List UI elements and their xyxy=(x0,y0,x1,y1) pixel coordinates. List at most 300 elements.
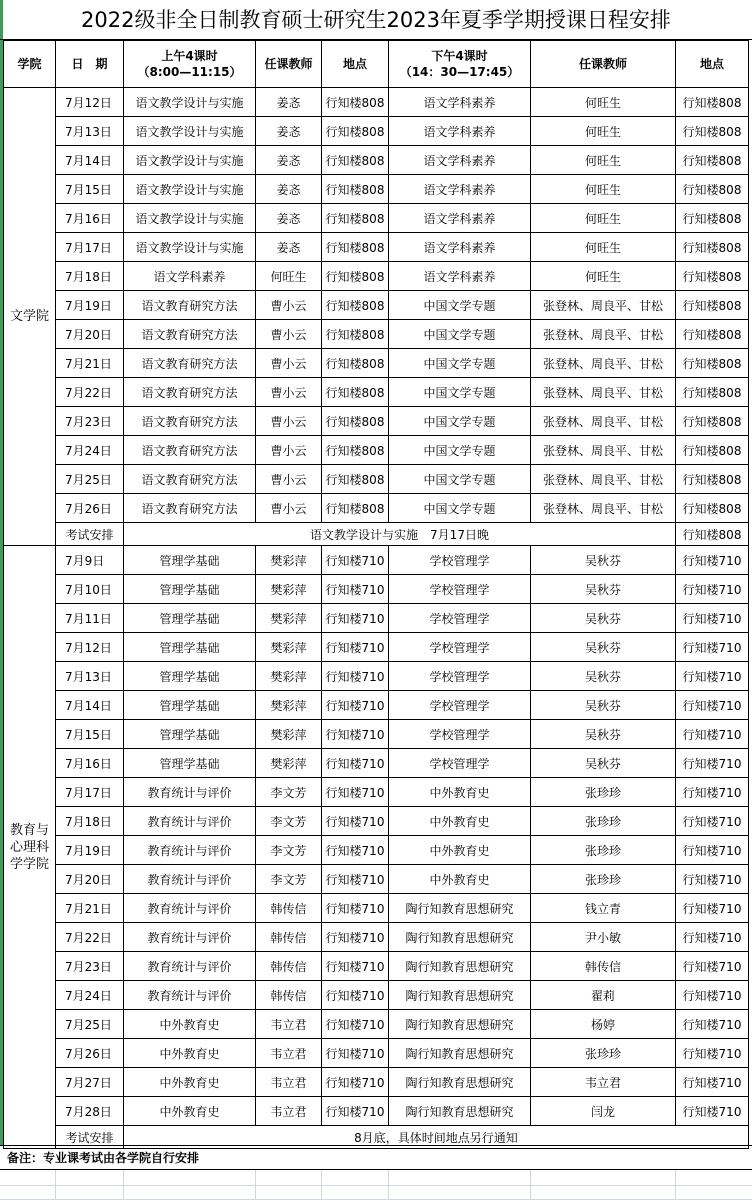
am-location-cell[interactable]: 行知楼710 xyxy=(322,546,389,575)
am-course-cell[interactable]: 管理学基础 xyxy=(124,662,256,691)
date-cell[interactable]: 7月21日 xyxy=(56,349,124,378)
header-am-course xyxy=(124,41,256,88)
table-row xyxy=(4,778,749,807)
pm-teacher-cell[interactable]: 张珍珍 xyxy=(531,865,676,894)
pm-teacher-cell[interactable]: 闫龙 xyxy=(531,1097,676,1126)
table-row xyxy=(4,320,749,349)
pm-location-cell[interactable]: 行知楼710 xyxy=(676,1039,749,1068)
am-location-cell[interactable]: 行知楼710 xyxy=(322,807,389,836)
table-row xyxy=(4,865,749,894)
am-teacher-cell[interactable]: 李文芳 xyxy=(256,865,322,894)
date-cell[interactable]: 7月23日 xyxy=(56,407,124,436)
table-row xyxy=(4,575,749,604)
pm-course-cell[interactable]: 学校管理学 xyxy=(389,633,531,662)
am-location-cell[interactable]: 行知楼808 xyxy=(322,88,389,117)
header-college: 学院 xyxy=(4,41,56,88)
date-cell[interactable]: 7月11日 xyxy=(56,604,124,633)
table-row xyxy=(4,807,749,836)
date-cell[interactable]: 7月13日 xyxy=(56,117,124,146)
pm-location-cell[interactable]: 行知楼710 xyxy=(676,749,749,778)
am-teacher-cell[interactable]: 曹小云 xyxy=(256,378,322,407)
pm-course-cell[interactable]: 语文学科素养 xyxy=(389,117,531,146)
am-course-cell[interactable]: 语文学科素养 xyxy=(124,262,256,291)
am-location-cell[interactable]: 行知楼808 xyxy=(322,175,389,204)
am-teacher-cell[interactable]: 韩传信 xyxy=(256,923,322,952)
date-cell[interactable]: 7月26日 xyxy=(56,494,124,523)
date-cell[interactable]: 7月12日 xyxy=(56,88,124,117)
table-row xyxy=(4,662,749,691)
am-course-cell[interactable]: 中外教育史 xyxy=(124,1039,256,1068)
grid-line xyxy=(123,1170,124,1200)
pm-teacher-cell[interactable]: 吴秋芬 xyxy=(531,691,676,720)
header-am-location: 地点 xyxy=(322,41,389,88)
pm-teacher-cell[interactable]: 杨婷 xyxy=(531,1010,676,1039)
pm-course-cell[interactable]: 陶行知教育思想研究 xyxy=(389,894,531,923)
am-location-cell[interactable]: 行知楼808 xyxy=(322,117,389,146)
pm-course-cell[interactable]: 学校管理学 xyxy=(389,720,531,749)
pm-course-cell[interactable]: 中外教育史 xyxy=(389,807,531,836)
am-location-cell[interactable]: 行知楼710 xyxy=(322,1039,389,1068)
pm-teacher-cell[interactable]: 吴秋芬 xyxy=(531,720,676,749)
am-teacher-cell[interactable]: 樊彩萍 xyxy=(256,691,322,720)
am-teacher-cell[interactable]: 樊彩萍 xyxy=(256,633,322,662)
pm-course-cell[interactable]: 陶行知教育思想研究 xyxy=(389,1010,531,1039)
am-teacher-cell[interactable]: 樊彩萍 xyxy=(256,604,322,633)
schedule-table xyxy=(3,40,749,1149)
date-cell[interactable]: 7月25日 xyxy=(56,465,124,494)
pm-location-cell[interactable]: 行知楼710 xyxy=(676,952,749,981)
pm-course-cell[interactable]: 陶行知教育思想研究 xyxy=(389,981,531,1010)
grid-line xyxy=(530,1170,531,1200)
am-course-cell[interactable]: 管理学基础 xyxy=(124,575,256,604)
pm-course-cell[interactable]: 学校管理学 xyxy=(389,575,531,604)
table-row xyxy=(4,952,749,981)
table-row xyxy=(4,378,749,407)
am-teacher-cell[interactable]: 樊彩萍 xyxy=(256,546,322,575)
date-cell[interactable]: 7月17日 xyxy=(56,233,124,262)
table-row xyxy=(4,436,749,465)
am-course-cell[interactable]: 语文教学设计与实施 xyxy=(124,233,256,262)
pm-teacher-cell[interactable]: 何旺生 xyxy=(531,233,676,262)
date-cell[interactable]: 7月12日 xyxy=(56,633,124,662)
pm-location-cell[interactable]: 行知楼808 xyxy=(676,204,749,233)
am-location-cell[interactable]: 行知楼710 xyxy=(322,894,389,923)
am-location-cell[interactable]: 行知楼710 xyxy=(322,1068,389,1097)
pm-location-cell[interactable]: 行知楼710 xyxy=(676,662,749,691)
am-teacher-cell[interactable]: 韦立君 xyxy=(256,1039,322,1068)
pm-location-cell[interactable]: 行知楼808 xyxy=(676,349,749,378)
pm-course-cell[interactable]: 陶行知教育思想研究 xyxy=(389,1097,531,1126)
date-cell[interactable]: 7月15日 xyxy=(56,720,124,749)
am-course-cell[interactable]: 教育统计与评价 xyxy=(124,836,256,865)
am-teacher-cell[interactable]: 何旺生 xyxy=(256,262,322,291)
am-teacher-cell[interactable]: 姜忞 xyxy=(256,117,322,146)
pm-teacher-cell[interactable]: 吴秋芬 xyxy=(531,633,676,662)
am-location-cell[interactable]: 行知楼710 xyxy=(322,575,389,604)
am-course-cell[interactable]: 语文教学设计与实施 xyxy=(124,146,256,175)
am-location-cell[interactable]: 行知楼808 xyxy=(322,291,389,320)
footer-note: 备注：专业课考试由各学院自行安排 xyxy=(0,1145,752,1170)
date-cell[interactable]: 7月28日 xyxy=(56,1097,124,1126)
date-cell[interactable]: 7月24日 xyxy=(56,981,124,1010)
pm-course-cell[interactable]: 中外教育史 xyxy=(389,836,531,865)
am-teacher-cell[interactable]: 曹小云 xyxy=(256,494,322,523)
pm-location-cell[interactable]: 行知楼710 xyxy=(676,865,749,894)
pm-location-cell[interactable]: 行知楼808 xyxy=(676,117,749,146)
table-row xyxy=(4,1097,749,1126)
pm-course-cell[interactable]: 语文学科素养 xyxy=(389,88,531,117)
pm-location-cell[interactable]: 行知楼710 xyxy=(676,981,749,1010)
am-location-cell[interactable]: 行知楼710 xyxy=(322,691,389,720)
pm-teacher-cell[interactable]: 吴秋芬 xyxy=(531,749,676,778)
am-location-cell[interactable]: 行知楼808 xyxy=(322,320,389,349)
am-teacher-cell[interactable]: 韩传信 xyxy=(256,981,322,1010)
am-course-cell[interactable]: 中外教育史 xyxy=(124,1068,256,1097)
am-location-cell[interactable]: 行知楼808 xyxy=(322,378,389,407)
pm-teacher-cell[interactable]: 钱立青 xyxy=(531,894,676,923)
date-cell[interactable]: 7月25日 xyxy=(56,1010,124,1039)
table-row xyxy=(4,146,749,175)
am-course-cell[interactable]: 管理学基础 xyxy=(124,720,256,749)
am-teacher-cell[interactable]: 姜忞 xyxy=(256,175,322,204)
date-cell[interactable]: 7月22日 xyxy=(56,923,124,952)
pm-teacher-cell[interactable]: 吴秋芬 xyxy=(531,662,676,691)
am-teacher-cell[interactable]: 樊彩萍 xyxy=(256,575,322,604)
table-row xyxy=(4,204,749,233)
am-teacher-cell[interactable]: 姜忞 xyxy=(256,204,322,233)
am-course-cell[interactable]: 教育统计与评价 xyxy=(124,778,256,807)
date-cell[interactable]: 7月10日 xyxy=(56,575,124,604)
pm-teacher-cell[interactable]: 张登林、周良平、甘松 xyxy=(531,494,676,523)
table-row xyxy=(4,233,749,262)
date-cell[interactable]: 7月13日 xyxy=(56,662,124,691)
table-row xyxy=(4,604,749,633)
pm-location-cell[interactable]: 行知楼710 xyxy=(676,691,749,720)
am-location-cell[interactable]: 行知楼710 xyxy=(322,836,389,865)
pm-course-cell[interactable]: 陶行知教育思想研究 xyxy=(389,923,531,952)
am-location-cell[interactable]: 行知楼710 xyxy=(322,633,389,662)
pm-teacher-cell[interactable]: 张登林、周良平、甘松 xyxy=(531,349,676,378)
grid-line xyxy=(388,1170,389,1200)
date-cell[interactable]: 7月19日 xyxy=(56,836,124,865)
am-location-cell[interactable]: 行知楼710 xyxy=(322,1010,389,1039)
table-row xyxy=(4,1039,749,1068)
am-location-cell[interactable]: 行知楼710 xyxy=(322,662,389,691)
pm-course-cell[interactable]: 中外教育史 xyxy=(389,865,531,894)
exam-location-cell[interactable]: 行知楼808 xyxy=(676,523,749,546)
pm-course-cell[interactable]: 学校管理学 xyxy=(389,662,531,691)
pm-course-cell[interactable]: 学校管理学 xyxy=(389,604,531,633)
pm-teacher-cell[interactable]: 韩传信 xyxy=(531,952,676,981)
am-course-cell[interactable]: 管理学基础 xyxy=(124,604,256,633)
pm-location-cell[interactable]: 行知楼710 xyxy=(676,633,749,662)
table-row xyxy=(4,749,749,778)
am-course-cell[interactable]: 语文教育研究方法 xyxy=(124,465,256,494)
am-location-cell[interactable]: 行知楼808 xyxy=(322,204,389,233)
pm-teacher-cell[interactable]: 张珍珍 xyxy=(531,1039,676,1068)
pm-course-cell[interactable]: 语文学科素养 xyxy=(389,146,531,175)
pm-location-cell[interactable]: 行知楼710 xyxy=(676,894,749,923)
pm-teacher-cell[interactable]: 何旺生 xyxy=(531,88,676,117)
pm-teacher-cell[interactable]: 尹小敏 xyxy=(531,923,676,952)
pm-course-cell[interactable]: 学校管理学 xyxy=(389,691,531,720)
table-row xyxy=(4,720,749,749)
date-cell[interactable]: 7月16日 xyxy=(56,204,124,233)
am-location-cell[interactable]: 行知楼710 xyxy=(322,865,389,894)
am-course-cell[interactable]: 教育统计与评价 xyxy=(124,894,256,923)
table-row xyxy=(4,1068,749,1097)
am-location-cell[interactable]: 行知楼710 xyxy=(322,604,389,633)
pm-location-cell[interactable]: 行知楼808 xyxy=(676,88,749,117)
pm-course-cell[interactable]: 中国文学专题 xyxy=(389,407,531,436)
pm-teacher-cell[interactable]: 吴秋芬 xyxy=(531,604,676,633)
date-cell[interactable]: 7月17日 xyxy=(56,778,124,807)
exam-label-cell[interactable]: 考试安排 xyxy=(56,1126,124,1149)
table-row xyxy=(4,981,749,1010)
am-course-cell[interactable]: 教育统计与评价 xyxy=(124,952,256,981)
am-course-cell[interactable]: 中外教育史 xyxy=(124,1010,256,1039)
am-teacher-cell[interactable]: 姜忞 xyxy=(256,146,322,175)
am-course-cell[interactable]: 管理学基础 xyxy=(124,546,256,575)
am-teacher-cell[interactable]: 樊彩萍 xyxy=(256,720,322,749)
pm-location-cell[interactable]: 行知楼808 xyxy=(676,291,749,320)
am-course-cell[interactable]: 语文教学设计与实施 xyxy=(124,204,256,233)
am-location-cell[interactable]: 行知楼808 xyxy=(322,465,389,494)
exam-text-cell[interactable]: 8月底，具体时间地点另行通知 xyxy=(124,1126,749,1149)
am-teacher-cell[interactable]: 姜忞 xyxy=(256,88,322,117)
date-cell[interactable]: 7月9日 xyxy=(56,546,124,575)
am-course-cell[interactable]: 管理学基础 xyxy=(124,691,256,720)
table-row xyxy=(4,291,749,320)
table-row xyxy=(4,691,749,720)
pm-teacher-cell[interactable]: 何旺生 xyxy=(531,117,676,146)
table-row xyxy=(4,88,749,117)
pm-course-cell[interactable]: 中国文学专题 xyxy=(389,494,531,523)
pm-course-cell[interactable]: 中国文学专题 xyxy=(389,320,531,349)
pm-location-cell[interactable]: 行知楼808 xyxy=(676,233,749,262)
pm-location-cell[interactable]: 行知楼808 xyxy=(676,146,749,175)
am-course-cell[interactable]: 语文教育研究方法 xyxy=(124,407,256,436)
date-cell[interactable]: 7月14日 xyxy=(56,691,124,720)
pm-teacher-cell[interactable]: 张登林、周良平、甘松 xyxy=(531,320,676,349)
exam-text-cell[interactable]: 语文教学设计与实施 7月17日晚 xyxy=(124,523,676,546)
pm-teacher-cell[interactable]: 张登林、周良平、甘松 xyxy=(531,378,676,407)
am-teacher-cell[interactable]: 李文芳 xyxy=(256,778,322,807)
table-row xyxy=(4,349,749,378)
am-course-cell[interactable]: 语文教学设计与实施 xyxy=(124,117,256,146)
am-teacher-cell[interactable]: 姜忞 xyxy=(256,233,322,262)
pm-course-cell[interactable]: 中国文学专题 xyxy=(389,378,531,407)
am-course-cell[interactable]: 语文教育研究方法 xyxy=(124,494,256,523)
date-cell[interactable]: 7月18日 xyxy=(56,262,124,291)
am-location-cell[interactable]: 行知楼808 xyxy=(322,407,389,436)
page-title: 2022级非全日制教育硕士研究生2023年夏季学期授课日程安排 xyxy=(0,0,752,40)
date-cell[interactable]: 7月27日 xyxy=(56,1068,124,1097)
pm-location-cell[interactable]: 行知楼808 xyxy=(676,175,749,204)
grid-line xyxy=(0,1185,752,1186)
am-teacher-cell[interactable]: 韦立君 xyxy=(256,1010,322,1039)
pm-location-cell[interactable]: 行知楼808 xyxy=(676,378,749,407)
pm-location-cell[interactable]: 行知楼808 xyxy=(676,436,749,465)
pm-course-cell[interactable]: 学校管理学 xyxy=(389,546,531,575)
pm-location-cell[interactable]: 行知楼710 xyxy=(676,604,749,633)
table-row xyxy=(4,175,749,204)
pm-teacher-cell[interactable]: 张登林、周良平、甘松 xyxy=(531,465,676,494)
date-cell[interactable]: 7月15日 xyxy=(56,175,124,204)
am-location-cell[interactable]: 行知楼808 xyxy=(322,436,389,465)
grid-line xyxy=(675,1170,676,1200)
pm-location-cell[interactable]: 行知楼808 xyxy=(676,407,749,436)
pm-teacher-cell[interactable]: 何旺生 xyxy=(531,146,676,175)
am-teacher-cell[interactable]: 曹小云 xyxy=(256,407,322,436)
pm-location-cell[interactable]: 行知楼710 xyxy=(676,720,749,749)
am-course-cell[interactable]: 教育统计与评价 xyxy=(124,981,256,1010)
date-cell[interactable]: 7月26日 xyxy=(56,1039,124,1068)
pm-course-cell[interactable]: 陶行知教育思想研究 xyxy=(389,952,531,981)
table-row xyxy=(4,894,749,923)
am-course-cell[interactable]: 语文教育研究方法 xyxy=(124,349,256,378)
date-cell[interactable]: 7月20日 xyxy=(56,865,124,894)
am-teacher-cell[interactable]: 樊彩萍 xyxy=(256,662,322,691)
am-teacher-cell[interactable]: 曹小云 xyxy=(256,436,322,465)
pm-course-cell[interactable]: 中国文学专题 xyxy=(389,349,531,378)
am-location-cell[interactable]: 行知楼710 xyxy=(322,720,389,749)
am-teacher-cell[interactable]: 韩传信 xyxy=(256,894,322,923)
pm-location-cell[interactable]: 行知楼710 xyxy=(676,546,749,575)
date-cell[interactable]: 7月19日 xyxy=(56,291,124,320)
pm-teacher-cell[interactable]: 张珍珍 xyxy=(531,807,676,836)
am-course-cell[interactable]: 语文教育研究方法 xyxy=(124,378,256,407)
am-teacher-cell[interactable]: 樊彩萍 xyxy=(256,749,322,778)
am-location-cell[interactable]: 行知楼710 xyxy=(322,952,389,981)
am-teacher-cell[interactable]: 李文芳 xyxy=(256,807,322,836)
am-location-cell[interactable]: 行知楼710 xyxy=(322,749,389,778)
am-teacher-cell[interactable]: 曹小云 xyxy=(256,320,322,349)
am-course-cell[interactable]: 管理学基础 xyxy=(124,749,256,778)
empty-grid-area xyxy=(0,1170,752,1200)
date-cell[interactable]: 7月22日 xyxy=(56,378,124,407)
am-course-cell[interactable]: 中外教育史 xyxy=(124,1097,256,1126)
am-location-cell[interactable]: 行知楼710 xyxy=(322,923,389,952)
am-location-cell[interactable]: 行知楼808 xyxy=(322,494,389,523)
pm-location-cell[interactable]: 行知楼710 xyxy=(676,1097,749,1126)
am-location-cell[interactable]: 行知楼808 xyxy=(322,146,389,175)
am-course-cell[interactable]: 教育统计与评价 xyxy=(124,865,256,894)
pm-teacher-cell[interactable]: 何旺生 xyxy=(531,175,676,204)
exam-label-cell[interactable]: 考试安排 xyxy=(56,523,124,546)
pm-course-cell[interactable]: 陶行知教育思想研究 xyxy=(389,1068,531,1097)
pm-teacher-cell[interactable]: 韦立君 xyxy=(531,1068,676,1097)
am-course-cell[interactable]: 教育统计与评价 xyxy=(124,923,256,952)
pm-location-cell[interactable]: 行知楼710 xyxy=(676,1068,749,1097)
header-pm-course xyxy=(389,41,531,88)
pm-course-cell[interactable]: 中外教育史 xyxy=(389,778,531,807)
am-course-cell[interactable]: 管理学基础 xyxy=(124,633,256,662)
header-pm-location: 地点 xyxy=(676,41,749,88)
pm-teacher-cell[interactable]: 翟莉 xyxy=(531,981,676,1010)
date-cell[interactable]: 7月18日 xyxy=(56,807,124,836)
header-pm-line2: （14：30—17:45） xyxy=(399,65,520,79)
table-row xyxy=(4,465,749,494)
am-course-cell[interactable]: 语文教育研究方法 xyxy=(124,320,256,349)
table-row xyxy=(4,262,749,291)
date-cell[interactable]: 7月20日 xyxy=(56,320,124,349)
am-course-cell[interactable]: 语文教育研究方法 xyxy=(124,291,256,320)
pm-course-cell[interactable]: 语文学科素养 xyxy=(389,175,531,204)
pm-location-cell[interactable]: 行知楼808 xyxy=(676,465,749,494)
college-cell[interactable]: 文学院 xyxy=(4,88,56,546)
date-cell[interactable]: 7月16日 xyxy=(56,749,124,778)
pm-course-cell[interactable]: 语文学科素养 xyxy=(389,262,531,291)
pm-teacher-cell[interactable]: 何旺生 xyxy=(531,262,676,291)
date-cell[interactable]: 7月24日 xyxy=(56,436,124,465)
am-course-cell[interactable]: 语文教学设计与实施 xyxy=(124,88,256,117)
pm-teacher-cell[interactable]: 张登林、周良平、甘松 xyxy=(531,436,676,465)
pm-teacher-cell[interactable]: 张珍珍 xyxy=(531,836,676,865)
pm-course-cell[interactable]: 陶行知教育思想研究 xyxy=(389,1039,531,1068)
header-row xyxy=(4,41,749,88)
pm-course-cell[interactable]: 语文学科素养 xyxy=(389,233,531,262)
pm-location-cell[interactable]: 行知楼710 xyxy=(676,807,749,836)
am-location-cell[interactable]: 行知楼808 xyxy=(322,233,389,262)
college-cell[interactable]: 教育与心理科学学院 xyxy=(4,546,56,1149)
pm-location-cell[interactable]: 行知楼710 xyxy=(676,575,749,604)
table-row xyxy=(4,633,749,662)
pm-course-cell[interactable]: 中国文学专题 xyxy=(389,465,531,494)
pm-location-cell[interactable]: 行知楼710 xyxy=(676,836,749,865)
pm-location-cell[interactable]: 行知楼808 xyxy=(676,494,749,523)
date-cell[interactable]: 7月14日 xyxy=(56,146,124,175)
date-cell[interactable]: 7月23日 xyxy=(56,952,124,981)
am-location-cell[interactable]: 行知楼710 xyxy=(322,778,389,807)
pm-teacher-cell[interactable]: 吴秋芬 xyxy=(531,546,676,575)
pm-location-cell[interactable]: 行知楼710 xyxy=(676,778,749,807)
am-teacher-cell[interactable]: 曹小云 xyxy=(256,465,322,494)
table-row xyxy=(4,1010,749,1039)
pm-teacher-cell[interactable]: 张珍珍 xyxy=(531,778,676,807)
pm-teacher-cell[interactable]: 何旺生 xyxy=(531,204,676,233)
am-teacher-cell[interactable]: 曹小云 xyxy=(256,349,322,378)
pm-course-cell[interactable]: 语文学科素养 xyxy=(389,204,531,233)
pm-teacher-cell[interactable]: 吴秋芬 xyxy=(531,575,676,604)
am-location-cell[interactable]: 行知楼710 xyxy=(322,1097,389,1126)
am-location-cell[interactable]: 行知楼808 xyxy=(322,349,389,378)
am-teacher-cell[interactable]: 韩传信 xyxy=(256,952,322,981)
pm-course-cell[interactable]: 中国文学专题 xyxy=(389,291,531,320)
pm-course-cell[interactable]: 学校管理学 xyxy=(389,749,531,778)
table-row xyxy=(4,407,749,436)
am-teacher-cell[interactable]: 韦立君 xyxy=(256,1097,322,1126)
am-course-cell[interactable]: 语文教学设计与实施 xyxy=(124,175,256,204)
am-location-cell[interactable]: 行知楼808 xyxy=(322,262,389,291)
am-course-cell[interactable]: 语文教育研究方法 xyxy=(124,436,256,465)
am-location-cell[interactable]: 行知楼710 xyxy=(322,981,389,1010)
date-cell[interactable]: 7月21日 xyxy=(56,894,124,923)
am-course-cell[interactable]: 教育统计与评价 xyxy=(124,807,256,836)
pm-course-cell[interactable]: 中国文学专题 xyxy=(389,436,531,465)
pm-teacher-cell[interactable]: 张登林、周良平、甘松 xyxy=(531,407,676,436)
pm-location-cell[interactable]: 行知楼710 xyxy=(676,923,749,952)
pm-location-cell[interactable]: 行知楼808 xyxy=(676,320,749,349)
am-teacher-cell[interactable]: 李文芳 xyxy=(256,836,322,865)
am-teacher-cell[interactable]: 曹小云 xyxy=(256,291,322,320)
am-teacher-cell[interactable]: 韦立君 xyxy=(256,1068,322,1097)
header-am-line1: 上午4课时 xyxy=(161,49,218,63)
header-pm-line1: 下午4课时 xyxy=(431,49,488,63)
pm-teacher-cell[interactable]: 张登林、周良平、甘松 xyxy=(531,291,676,320)
pm-location-cell[interactable]: 行知楼808 xyxy=(676,262,749,291)
pm-location-cell[interactable]: 行知楼710 xyxy=(676,1010,749,1039)
